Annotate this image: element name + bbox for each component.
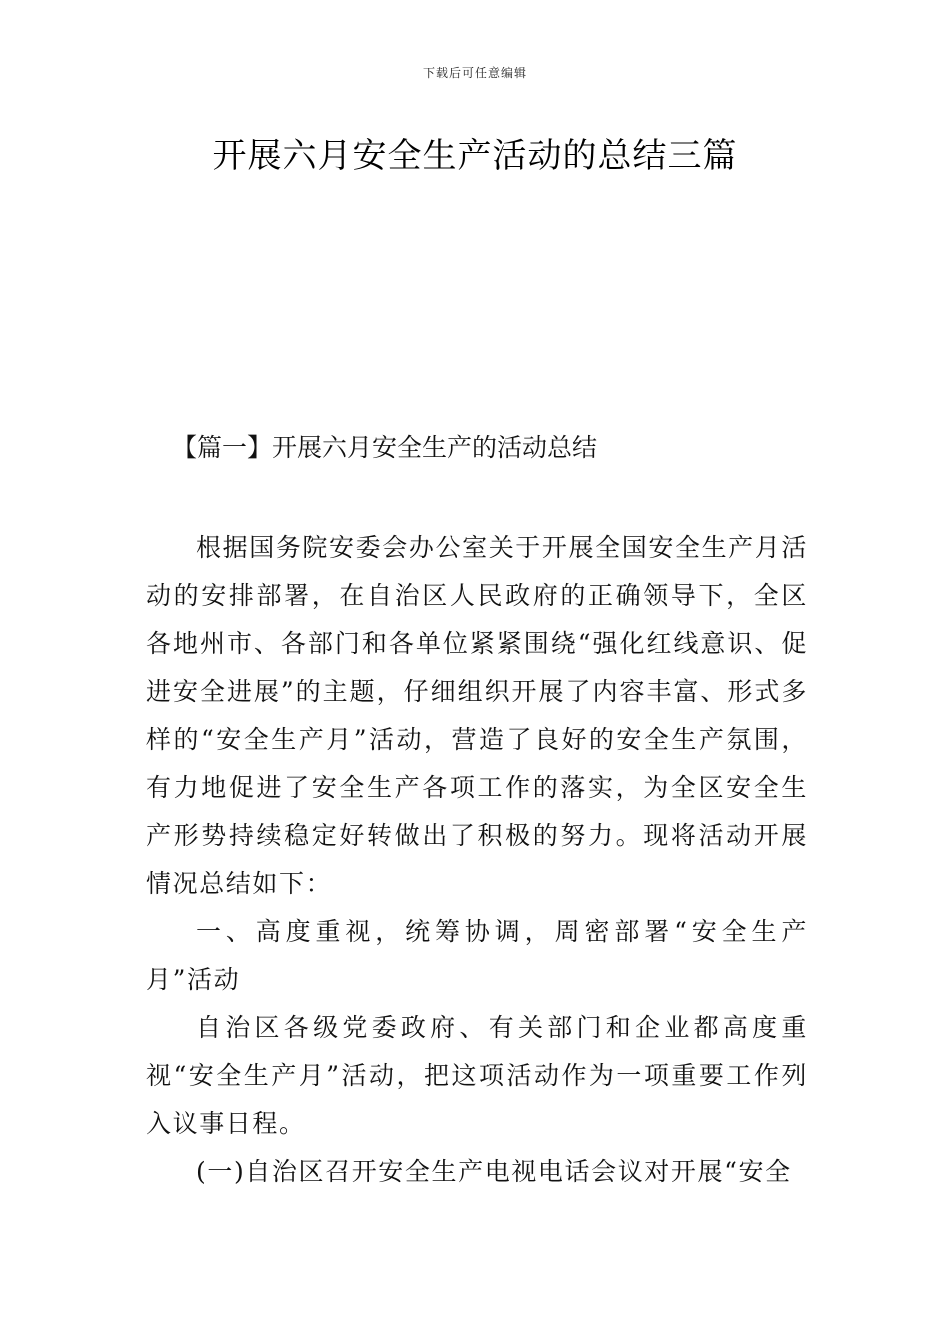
- paragraph-intro: 根据国务院安委会办公室关于开展全国安全生产月活动的安排部署，在自治区人民政府的正确领导下，全区各地州市、各部门和各单位紧紧围绕“强化红线意识、促进安全进展”的主题，仔细组织开展了内容丰富、形式多样的“安全生产月”活动，营造了良好的安全生产氛围，有力地促进了安全生产各项工作的落实，为全区安全生产形势持续稳定好转做出了积极的努力。现将活动开展情况总结如下：: [146, 533, 808, 898]
- paragraph-subsection-one: (一)自治区召开安全生产电视电话会议对开展“安全: [196, 1157, 792, 1186]
- document-title: 开展六月安全生产活动的总结三篇: [212, 136, 738, 176]
- document-body: [146, 524, 808, 1196]
- paragraph-heading-one: 一、高度重视，统筹协调，周密部署“安全生产月”活动: [146, 917, 808, 994]
- paragraph-overview: 自治区各级党委政府、有关部门和企业都高度重视“安全生产月”活动，把这项活动作为一项重要工作列入议事日程。: [146, 1013, 808, 1138]
- header-note: 下载后可任意编辑: [422, 66, 527, 80]
- section-heading: 【篇一】开展六月安全生产的活动总结: [172, 433, 598, 462]
